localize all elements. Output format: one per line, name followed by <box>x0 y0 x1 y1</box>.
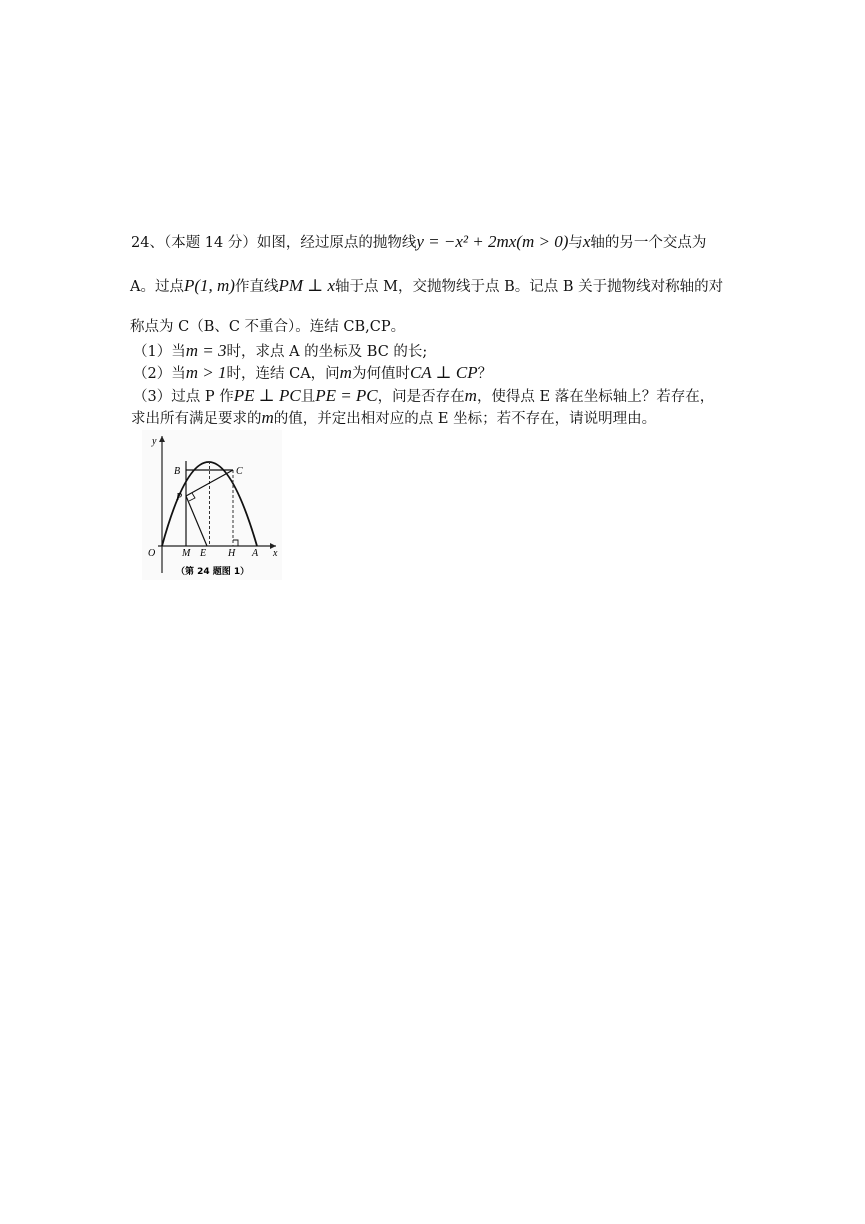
question-1 <box>133 341 427 362</box>
text-fragment: ？ <box>477 366 493 382</box>
text-fragment: A。过点 <box>130 279 184 295</box>
m-variable: m <box>464 386 477 405</box>
text-fragment: 且 <box>300 389 316 405</box>
figure-background <box>142 430 282 580</box>
label-p: P <box>176 492 183 503</box>
figure-svg <box>142 430 282 580</box>
text-fragment: 的值，并定出相对应的点 E 坐标；若不存在，请说明理由。 <box>273 411 657 427</box>
text-fragment: 为何值时 <box>351 366 410 382</box>
text-fragment: ，问是否存在 <box>377 389 465 405</box>
label-o: O <box>148 548 156 559</box>
question-2 <box>133 363 492 384</box>
question-3-continued <box>131 408 656 429</box>
label-b: B <box>174 466 181 477</box>
point-p: P(1, m) <box>183 276 235 295</box>
figure-caption: （第 24 题图 1） <box>176 567 250 577</box>
problem-intro: 24、（本题 14 分）如图，经过原点的抛物线 <box>131 235 417 251</box>
text-fragment: 求出所有满足要求的 <box>131 411 262 427</box>
m-variable: m <box>339 363 352 382</box>
text-fragment: ，使得点 E 落在坐标轴上？若存在， <box>476 389 715 405</box>
text-fragment: 时，求点 A 的坐标及 BC 的长; <box>226 344 428 360</box>
question-3 <box>133 386 714 407</box>
label-y: y <box>152 436 157 447</box>
text-fragment: （3）过点 P 作 <box>133 389 234 405</box>
label-x: x <box>273 548 278 559</box>
text-fragment: 轴于点 M，交抛物线于点 B。记点 B 关于抛物线对称轴的对 <box>335 279 724 295</box>
label-h: H <box>228 548 236 559</box>
text-fragment: 时，连结 CA，问 <box>226 366 340 382</box>
text-fragment: 作直线 <box>234 279 279 295</box>
pe-perpendicular-pc: PE ⊥ PC <box>233 386 301 405</box>
parabola-equation: y = −x² + 2mx(m > 0) <box>416 232 569 251</box>
problem-line-1 <box>131 232 706 253</box>
text-fragment: 轴的另一个交点为 <box>590 235 707 251</box>
label-a: A <box>252 548 259 559</box>
m-greater-1: m > 1 <box>185 363 227 382</box>
pm-perpendicular: PM ⊥ x <box>278 276 336 295</box>
text-fragment: （1）当 <box>133 344 186 360</box>
parabola-figure <box>142 430 282 580</box>
ca-perpendicular-cp: CA ⊥ CP <box>409 363 478 382</box>
m-equals-3: m = 3 <box>185 341 227 360</box>
m-variable: m <box>261 408 274 427</box>
problem-line-3: 称点为 C（B、C 不重合）。连结 CB,CP。 <box>130 319 406 335</box>
label-m: M <box>182 548 191 559</box>
text-fragment: 与 <box>568 235 583 251</box>
pe-equals-pc: PE = PC <box>315 386 378 405</box>
text-fragment: （2）当 <box>133 366 186 382</box>
problem-line-2 <box>130 276 723 297</box>
label-e: E <box>200 548 207 559</box>
label-c: C <box>236 466 243 477</box>
x-variable: x <box>582 232 591 251</box>
